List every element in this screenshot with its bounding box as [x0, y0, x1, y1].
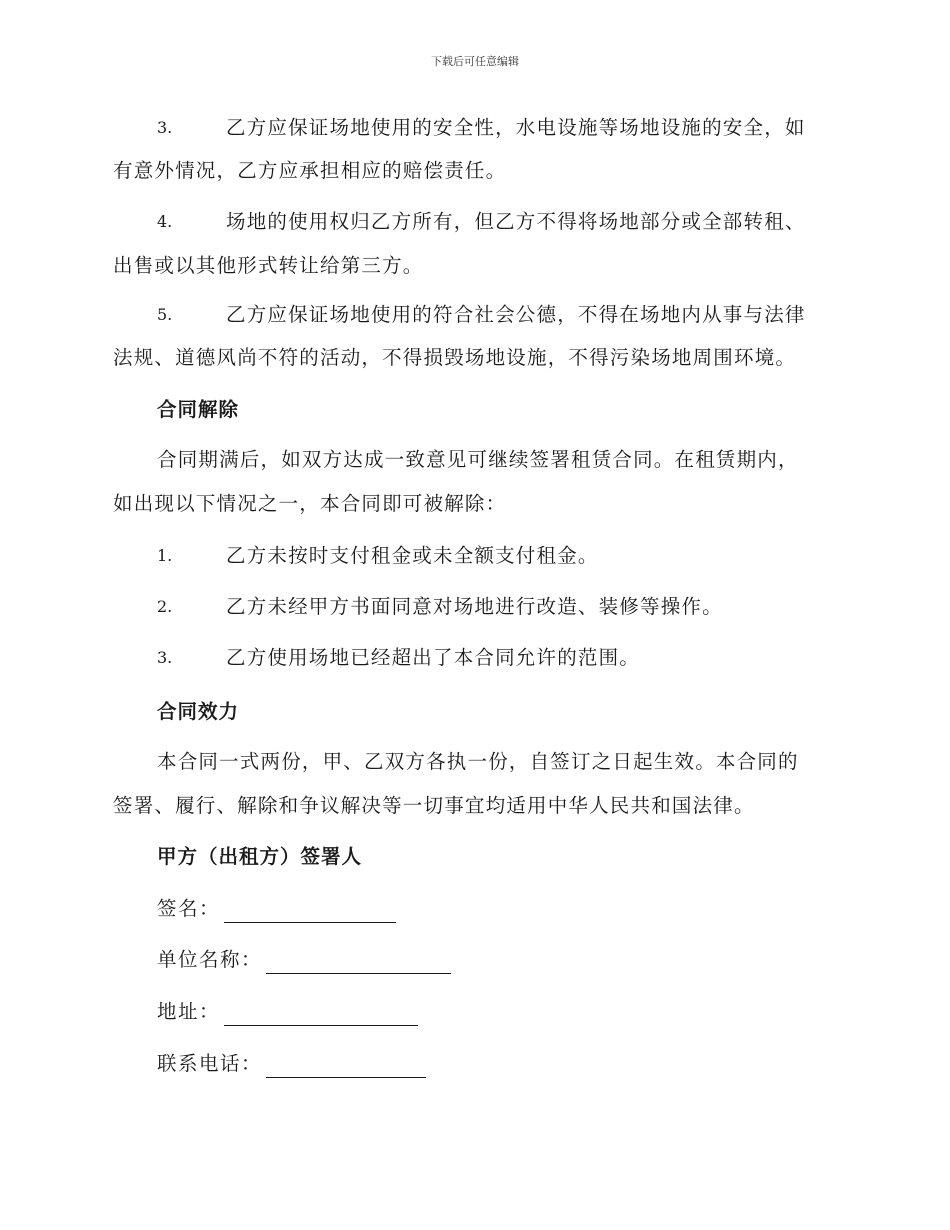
clause-text-line1: 乙方应保证场地使用的符合社会公德，不得在场地内从事与法律 [226, 303, 806, 326]
effect-line1: 本合同一式两份，甲、乙双方各执一份，自签订之日起生效。本合同的 [157, 750, 799, 773]
section-heading-termination: 合同解除 [157, 398, 240, 421]
item-number: 3. [157, 648, 173, 667]
item-text: 乙方使用场地已经超出了本合同允许的范围。 [226, 646, 641, 669]
address-blank[interactable] [224, 1005, 418, 1026]
termination-item-2 [113, 584, 835, 630]
clause-text-line2: 出售或以其他形式转让给第三方。 [113, 254, 424, 277]
effect-line2: 签署、履行、解除和争议解决等一切事宜均适用中华人民共和国法律。 [113, 794, 755, 817]
phone-blank[interactable] [266, 1057, 426, 1078]
section-heading-effect: 合同效力 [157, 700, 240, 723]
item-number: 1. [157, 546, 173, 565]
signatory-heading: 甲方（出租方）签署人 [157, 845, 363, 868]
clause-number: 5. [157, 305, 173, 324]
clause-text-line1: 乙方应保证场地使用的安全性，水电设施等场地设施的安全，如 [226, 116, 806, 139]
termination-item-1 [113, 533, 835, 579]
clause-number: 4. [157, 212, 173, 231]
item-text: 乙方未按时支付租金或未全额支付租金。 [226, 544, 599, 567]
termination-intro-line2: 如出现以下情况之一，本合同即可被解除： [113, 492, 507, 515]
clause-text-line2: 法规、道德风尚不符的活动，不得损毁场地设施，不得污染场地周围环境。 [113, 346, 797, 369]
item-number: 2. [157, 597, 173, 616]
address-label: 地址： [157, 1000, 221, 1023]
phone-label: 联系电话： [157, 1052, 263, 1075]
company-name-field [157, 946, 451, 974]
phone-field [157, 1050, 426, 1078]
signature-label: 签名： [157, 897, 221, 920]
clause-text-line1: 场地的使用权归乙方所有，但乙方不得将场地部分或全部转租、 [226, 210, 806, 233]
clause-text-line2: 有意外情况，乙方应承担相应的赔偿责任。 [113, 159, 507, 182]
company-name-blank[interactable] [266, 953, 451, 974]
address-field [157, 998, 418, 1026]
clause-number: 3. [157, 118, 173, 137]
item-text: 乙方未经甲方书面同意对场地进行改造、装修等操作。 [226, 595, 723, 618]
signature-field [157, 895, 396, 923]
signature-blank[interactable] [224, 902, 396, 923]
company-name-label: 单位名称： [157, 948, 263, 971]
page-header: 下载后可任意编辑 [431, 55, 519, 68]
termination-item-3 [113, 635, 835, 681]
termination-intro-line1: 合同期满后，如双方达成一致意见可继续签署租赁合同。在租赁期内， [157, 448, 799, 471]
